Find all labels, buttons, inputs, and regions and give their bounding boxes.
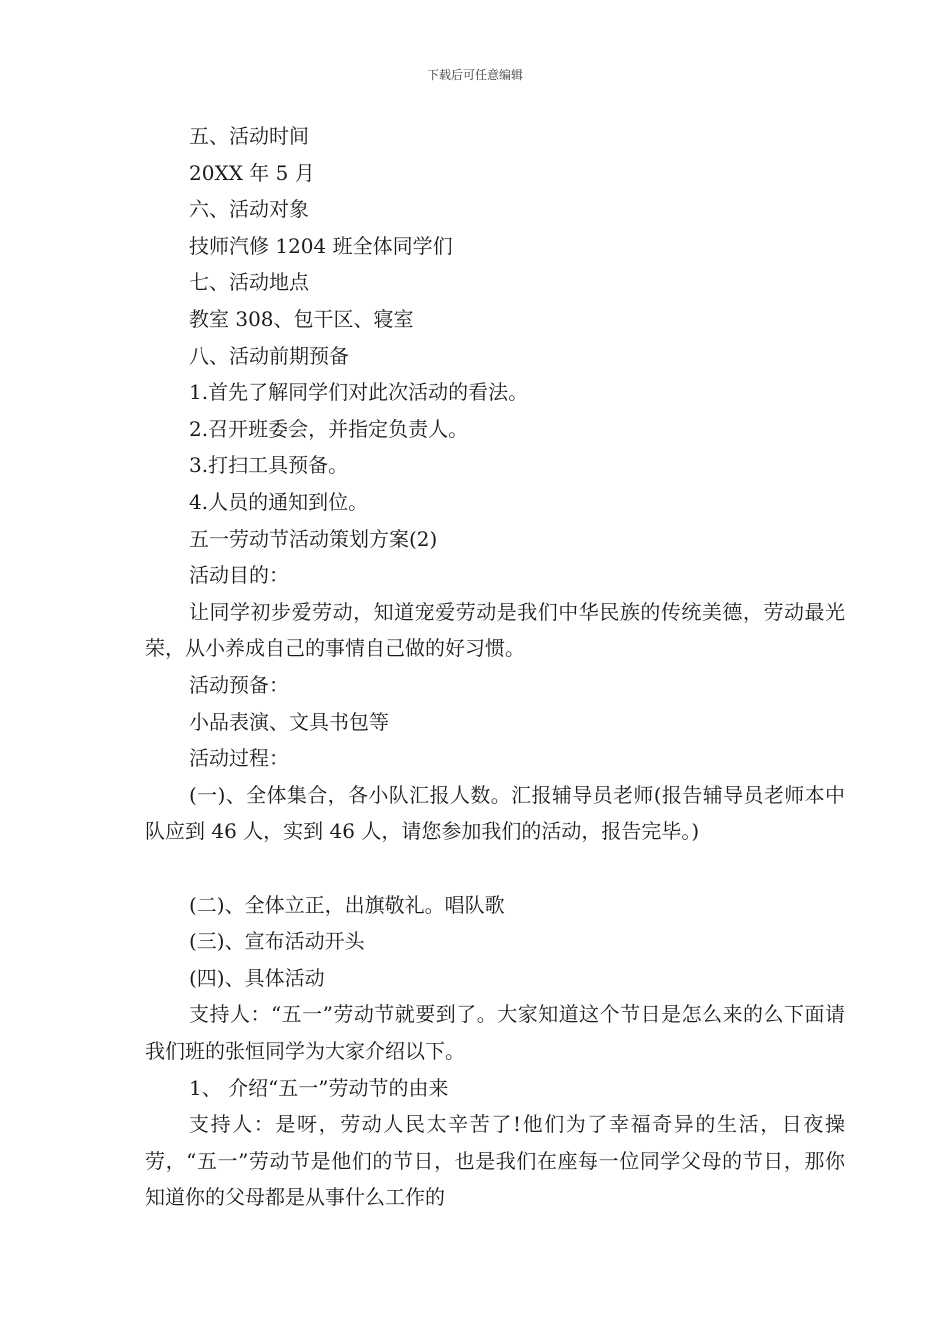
paragraph-process-step-1: (一)、全体集合，各小队汇报人数。汇报辅导员老师(报告辅导员老师本中队应到 46 人，实到 46 人，请您参加我们的活动，报告完毕。) (145, 782, 845, 844)
process-step-4: (四)、具体活动 (189, 965, 325, 990)
document-body (145, 118, 845, 1216)
section-heading-location: 七、活动地点 (189, 270, 309, 295)
page-header: 下载后可任意编辑 (426, 68, 523, 82)
label-activity-purpose: 活动目的： (189, 563, 289, 588)
section-heading-time: 五、活动时间 (189, 124, 309, 148)
activity-target-value: 技师汽修 1204 班全体同学们 (189, 233, 453, 258)
preparation-item-1: 1.首先了解同学们对此次活动的看法。 (189, 380, 529, 405)
section-heading-target: 六、活动对象 (189, 197, 309, 222)
activity-time-value: 20XX 年 5 月 (189, 160, 315, 185)
intro-may-day-origin: 1、 介绍“五一”劳动节的由来 (189, 1075, 449, 1100)
plan-title: 五一劳动节活动策划方案(2) (189, 526, 438, 551)
activity-location-value: 教室 308、包干区、寝室 (189, 306, 414, 331)
process-step-2: (二)、全体立正，出旗敬礼。唱队歌 (189, 892, 505, 917)
preparation-item-4: 4.人员的通知到位。 (189, 489, 369, 514)
paragraph-purpose: 让同学初步爱劳动，知道宠爱劳动是我们中华民族的传统美德，劳动最光荣，从小养成自己的事情自己做的好习惯。 (145, 599, 845, 661)
label-activity-preparation: 活动预备： (189, 672, 289, 697)
paragraph-host-speech: 支持人：是呀，劳动人民太辛苦了!他们为了幸福奇异的生活，日夜操劳，“五一”劳动节是他们的节日，也是我们在座每一位同学父母的节日，那你知道你的父母都是从事什么工作的 (145, 1112, 845, 1210)
preparation-item-2: 2.召开班委会，并指定负责人。 (189, 416, 469, 441)
preparation-materials: 小品表演、文具书包等 (189, 709, 389, 734)
preparation-item-3: 3.打扫工具预备。 (189, 453, 349, 478)
label-activity-process: 活动过程： (189, 746, 289, 771)
paragraph-host-intro: 支持人：“五一”劳动节就要到了。大家知道这个节日是怎么来的么下面请我们班的张恒同学为大家介绍以下。 (145, 1002, 845, 1064)
process-step-3: (三)、宣布活动开头 (189, 929, 365, 954)
section-heading-preparation: 八、活动前期预备 (189, 343, 349, 368)
